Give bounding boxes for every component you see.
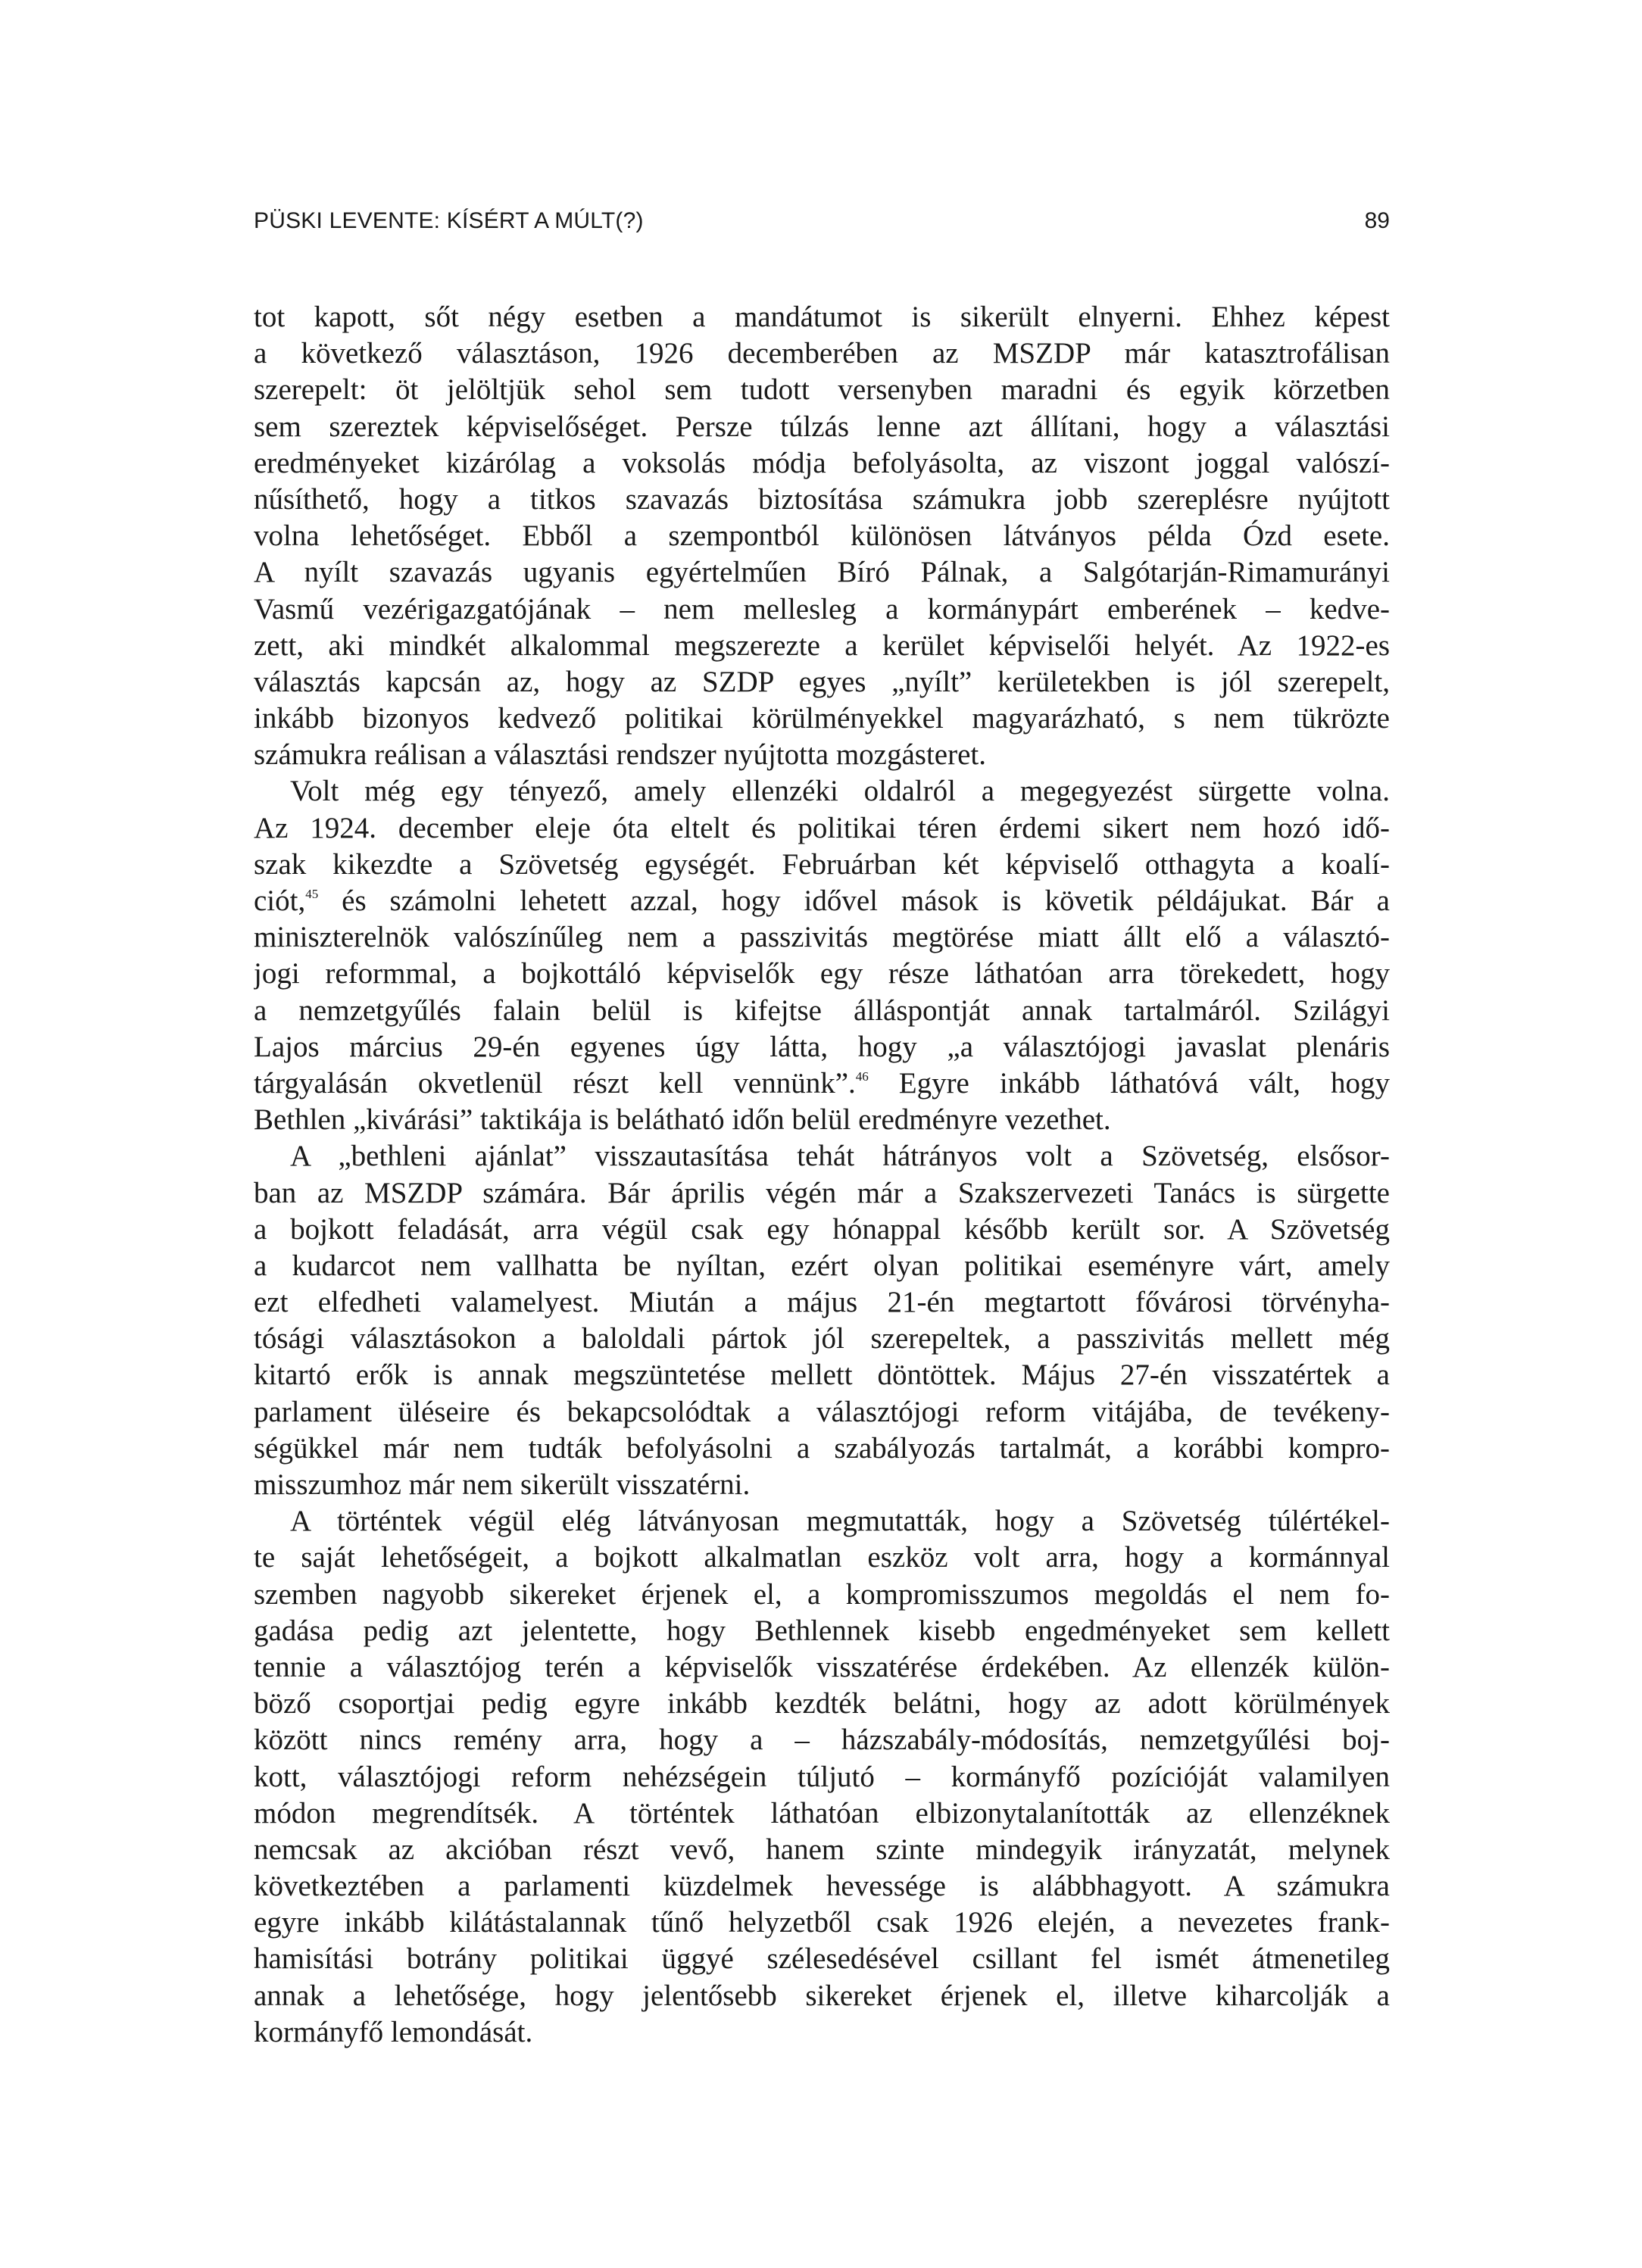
text-line: szak kikezdte a Szövetség egységét. Februárban két képviselő otthagyta a koalí- <box>254 847 1390 881</box>
text-line: számukra reálisan a választási rendszer nyújtotta mozgásteret. <box>254 738 987 772</box>
text-line: módon megrendítsék. A történtek láthatóan elbizonytalanították az ellenzéknek <box>254 1796 1390 1830</box>
text-line: ban az MSZDP számára. Bár április végén már a Szakszervezeti Tanács is sürgette <box>254 1176 1390 1209</box>
text-line: parlament üléseire és bekapcsolódtak a választójogi reform vitájába, de tevékeny- <box>254 1395 1390 1428</box>
text-line: volna lehetőséget. Ebből a szempontból különösen látványos példa Ózd esete. <box>254 519 1390 553</box>
text-line: misszumhoz már nem sikerült visszatérni. <box>254 1468 751 1501</box>
text-line: szemben nagyobb sikereket érjenek el, a kompromisszumos megoldás el nem fo- <box>254 1577 1390 1611</box>
text-line: eredményeket kizárólag a voksolás módja befolyásolta, az viszont joggal valószí- <box>254 446 1390 479</box>
paragraph-start-line: A „bethleni ajánlat” visszautasítása tehát hátrányos volt a Szövetség, elsősor- <box>290 1140 1390 1173</box>
text-fragment: és számolni lehetett azzal, hogy idővel mások is követik példájukat. Bár a <box>318 884 1390 917</box>
text-line: böző csoportjai pedig egyre inkább kezdték belátni, hogy az adott körülmények <box>254 1687 1390 1720</box>
text-line: tósági választásokon a baloldali pártok jól szerepeltek, a passzivitás mellett még <box>254 1322 1390 1355</box>
text-line: A nyílt szavazás ugyanis egyértelműen Bíró Pálnak, a Salgótarján-Rimamurányi <box>254 556 1390 589</box>
text-fragment: tárgyalásán okvetlenül részt kell vennünk”. <box>254 1066 856 1100</box>
text-line: következtében a parlamenti küzdelmek hevessége is alábbhagyott. A számukra <box>254 1870 1390 1903</box>
text-fragment: Egyre inkább láthatóvá vált, hogy <box>868 1066 1390 1100</box>
text-line: választás kapcsán az, hogy az SZDP egyes „nyílt” kerületekben is jól szerepelt, <box>254 665 1390 698</box>
page-number: 89 <box>1364 208 1390 233</box>
text-line: kormányfő lemondását. <box>254 2015 533 2048</box>
text-line: tennie a választójog terén a képviselők visszatérése érdekében. Az ellenzék külön- <box>254 1650 1390 1683</box>
running-header <box>254 206 1390 236</box>
text-line: a bojkott feladását, arra végül csak egy hónappal később került sor. A Szövetség <box>254 1212 1390 1246</box>
text-line: nűsíthető, hogy a titkos szavazás biztosítása számukra jobb szereplésre nyújtott <box>254 482 1390 516</box>
text-line-with-footnote <box>254 1065 1390 1102</box>
text-line: Bethlen „kivárási” taktikája is belátható időn belül eredményre vezethet. <box>254 1103 1111 1137</box>
text-line: jogi reformmal, a bojkottáló képviselők egy része láthatóan arra törekedett, hogy <box>254 957 1390 990</box>
text-line: tot kapott, sőt négy esetben a mandátumot is sikerült elnyerni. Ehhez képest <box>254 301 1390 333</box>
text-line: ezt elfedheti valamelyest. Miután a május 21-én megtartott fővárosi törvényha- <box>254 1286 1390 1319</box>
text-line: kott, választójogi reform nehézségein túljutó – kormányfő pozícióját valamilyen <box>254 1760 1390 1793</box>
text-fragment: ciót, <box>254 884 306 917</box>
text-line: ségükkel már nem tudták befolyásolni a szabályozás tartalmát, a korábbi kompro- <box>254 1431 1390 1465</box>
text-line-with-footnote <box>254 883 1390 919</box>
text-line: a nemzetgyűlés falain belül is kifejtse álláspontját annak tartalmáról. Szilágyi <box>254 994 1390 1027</box>
text-line: a következő választáson, 1926 decemberében az MSZDP már katasztrofálisan <box>254 337 1390 370</box>
text-line: egyre inkább kilátástalannak tűnő helyzetből csak 1926 elején, a nevezetes frank- <box>254 1906 1390 1939</box>
text-line: annak a lehetősége, hogy jelentősebb sikereket érjenek el, illetve kiharcolják a <box>254 1979 1390 2012</box>
paragraph-start-line: A történtek végül elég látványosan megmutatták, hogy a Szövetség túlértékel- <box>290 1505 1390 1538</box>
text-line: hamisítási botrány politikai üggyé szélesedésével csillant fel ismét átmenetileg <box>254 1942 1390 1976</box>
text-line: a kudarcot nem vallhatta be nyíltan, ezért olyan politikai eseményre várt, amely <box>254 1249 1390 1282</box>
text-line: zett, aki mindkét alkalommal megszerezte a kerület képviselői helyét. Az 1922-es <box>254 629 1390 662</box>
footnote-marker: 45 <box>305 887 319 901</box>
text-line: között nincs remény arra, hogy a – házszabály-módosítás, nemzetgyűlési boj- <box>254 1724 1390 1757</box>
text-line: Lajos március 29-én egyenes úgy látta, hogy „a választójogi javaslat plenáris <box>254 1030 1390 1063</box>
text-line: kitartó erők is annak megszüntetése mellett döntöttek. Május 27-én visszatértek a <box>254 1359 1390 1392</box>
text-line: sem szereztek képviselőséget. Persze túlzás lenne azt állítani, hogy a választási <box>254 410 1390 443</box>
text-line: nemcsak az akcióban részt vevő, hanem szinte mindegyik irányzatát, melynek <box>254 1833 1390 1866</box>
footnote-marker: 46 <box>855 1068 869 1084</box>
paragraph-start-line: Volt még egy tényező, amely ellenzéki oldalról a megegyezést sürgette volna. <box>290 775 1390 808</box>
text-line: Vasmű vezérigazgatójának – nem mellesleg a kormánypárt emberének – kedve- <box>254 592 1390 625</box>
text-line: te saját lehetőségeit, a bojkott alkalmatlan eszköz volt arra, hogy a kormánnyal <box>254 1541 1390 1574</box>
body-text <box>254 299 1390 2051</box>
text-line: inkább bizonyos kedvező politikai körülményekkel magyarázható, s nem tükrözte <box>254 702 1390 735</box>
text-line: Az 1924. december eleje óta eltelt és politikai téren érdemi sikert nem hozó idő- <box>254 811 1390 844</box>
text-line: szerepelt: öt jelöltjük sehol sem tudott versenyben maradni és egyik körzetben <box>254 373 1390 407</box>
text-line: miniszterelnök valószínűleg nem a passzivitás megtörése miatt állt elő a választó- <box>254 921 1390 954</box>
running-title: PÜSKI LEVENTE: KÍSÉRT A MÚLT(?) <box>254 208 644 233</box>
text-line: gadása pedig azt jelentette, hogy Bethlennek kisebb engedményeket sem kellett <box>254 1614 1390 1647</box>
